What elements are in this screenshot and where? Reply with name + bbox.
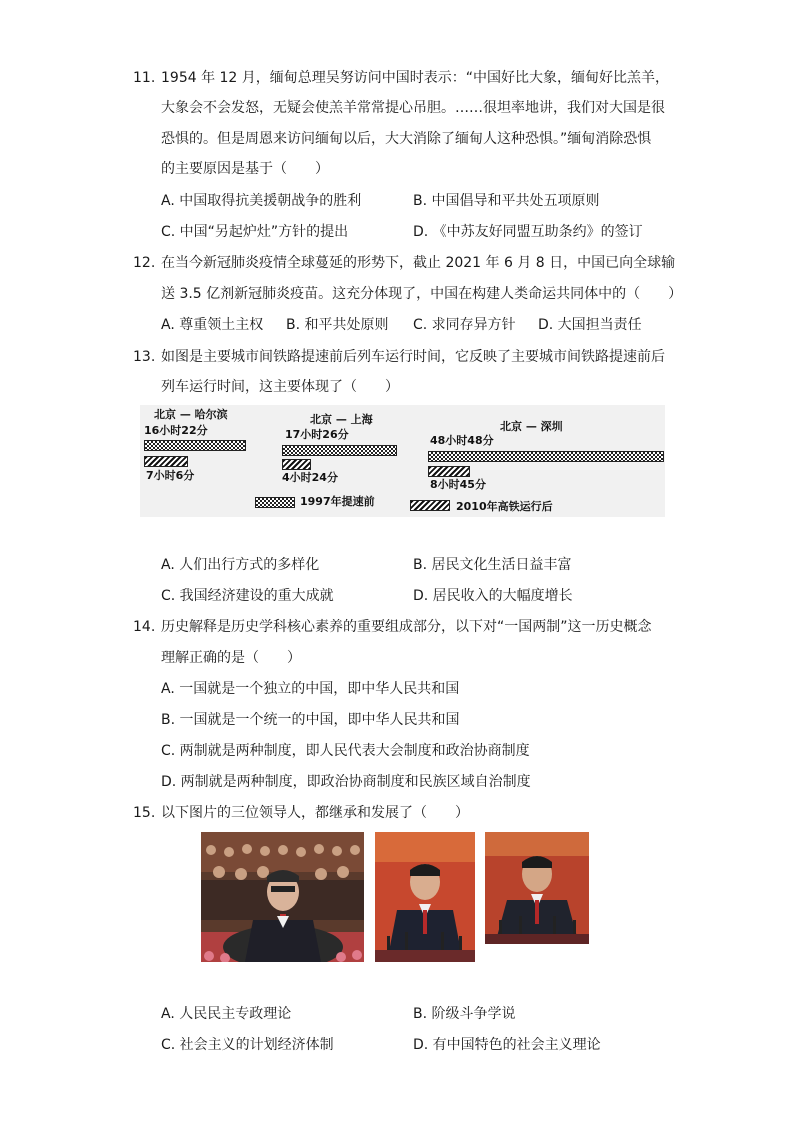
route-label-shanghai: 北京 — 上海	[310, 413, 373, 426]
question-12-line-1: 在当今新冠肺炎疫情全球蔓延的形势下，截止 2021 年 6 月 8 日，中国已向全球输	[161, 255, 676, 271]
question-12-option-d[interactable]: D. 大国担当责任	[538, 317, 642, 333]
question-12-line-2: 送 3.5 亿剂新冠肺炎疫苗。这充分体现了，中国在构建人类命运共同体中的（ ）	[161, 286, 683, 302]
before-label-harbin: 16小时22分	[144, 424, 208, 437]
question-11-line-4: 的主要原因是基于（ ）	[161, 161, 329, 177]
question-12-option-b[interactable]: B. 和平共处原则	[286, 317, 389, 333]
question-12-option-a[interactable]: A. 尊重领土主权	[161, 317, 264, 333]
question-12-number: 12.	[133, 255, 156, 271]
question-11-option-c[interactable]: C. 中国“另起炉灶”方针的提出	[161, 224, 349, 240]
question-13-option-a[interactable]: A. 人们出行方式的多样化	[161, 557, 320, 573]
question-13-option-c[interactable]: C. 我国经济建设的重大成就	[161, 588, 334, 604]
question-11-option-d[interactable]: D. 《中苏友好同盟互助条约》的签订	[413, 224, 643, 240]
question-14-number: 14.	[133, 619, 156, 635]
question-11-number: 11.	[133, 70, 156, 86]
question-15-option-a[interactable]: A. 人民民主专政理论	[161, 1006, 292, 1022]
question-15-option-d[interactable]: D. 有中国特色的社会主义理论	[413, 1037, 601, 1053]
bar-before-shenzhen	[428, 451, 664, 462]
bar-before-harbin	[144, 440, 246, 451]
question-14-line-2: 理解正确的是（ ）	[161, 650, 301, 666]
question-13-option-b[interactable]: B. 居民文化生活日益丰富	[413, 557, 572, 573]
bar-after-shanghai	[282, 459, 311, 470]
question-13-line-1: 如图是主要城市间铁路提速前后列车运行时间，它反映了主要城市间铁路提速前后	[161, 349, 665, 365]
question-11-line-1: 1954 年 12 月，缅甸总理吴努访问中国时表示：“中国好比大象，缅甸好比羔羊，	[161, 70, 670, 86]
question-11-line-2: 大象会不会发怒，无疑会使羔羊常常提心吊胆。……很坦率地讲，我们对大国是很	[161, 100, 665, 116]
bar-before-shanghai	[282, 445, 397, 456]
question-15-option-b[interactable]: B. 阶级斗争学说	[413, 1006, 516, 1022]
rail-speed-chart	[140, 405, 665, 517]
legend-label-after: 2010年高铁运行后	[456, 500, 553, 513]
after-label-shenzhen: 8小时45分	[430, 478, 486, 491]
question-15-line-1: 以下图片的三位领导人，都继承和发展了（ ）	[161, 805, 469, 821]
question-14-option-a[interactable]: A. 一国就是一个独立的中国，即中华人民共和国	[161, 681, 460, 697]
question-15-option-c[interactable]: C. 社会主义的计划经济体制	[161, 1037, 334, 1053]
question-12-option-c[interactable]: C. 求同存异方针	[413, 317, 516, 333]
question-14-option-b[interactable]: B. 一国就是一个统一的中国，即中华人民共和国	[161, 712, 460, 728]
leader-photo-3	[485, 832, 589, 944]
before-label-shanghai: 17小时26分	[285, 428, 349, 441]
route-label-harbin: 北京 — 哈尔滨	[154, 408, 228, 421]
question-13-option-d[interactable]: D. 居民收入的大幅度增长	[413, 588, 573, 604]
question-11-option-a[interactable]: A. 中国取得抗美援朝战争的胜利	[161, 193, 362, 209]
before-label-shenzhen: 48小时48分	[430, 434, 494, 447]
question-11-line-3: 恐惧的。但是周恩来访问缅甸以后，大大消除了缅甸人这种恐惧。”缅甸消除恐惧	[161, 131, 652, 147]
question-14-option-c[interactable]: C. 两制就是两种制度，即人民代表大会制度和政治协商制度	[161, 743, 530, 759]
question-14-option-d[interactable]: D. 两制就是两种制度，即政治协商制度和民族区域自治制度	[161, 774, 531, 790]
legend-swatch-after	[410, 500, 450, 511]
after-label-shanghai: 4小时24分	[282, 471, 338, 484]
legend-label-before: 1997年提速前	[300, 495, 375, 508]
bar-after-harbin	[144, 456, 188, 467]
question-15-number: 15.	[133, 805, 156, 821]
question-13-line-2: 列车运行时间，这主要体现了（ ）	[161, 379, 399, 395]
question-14-line-1: 历史解释是历史学科核心素养的重要组成部分，以下对“一国两制”这一历史概念	[161, 619, 652, 635]
after-label-harbin: 7小时6分	[146, 469, 195, 482]
route-label-shenzhen: 北京 — 深圳	[500, 420, 563, 433]
legend-swatch-before	[255, 497, 295, 508]
bar-after-shenzhen	[428, 466, 470, 477]
question-11-option-b[interactable]: B. 中国倡导和平共处五项原则	[413, 193, 600, 209]
question-13-number: 13.	[133, 349, 156, 365]
leader-photo-1	[201, 832, 364, 962]
leader-photo-2	[375, 832, 475, 962]
